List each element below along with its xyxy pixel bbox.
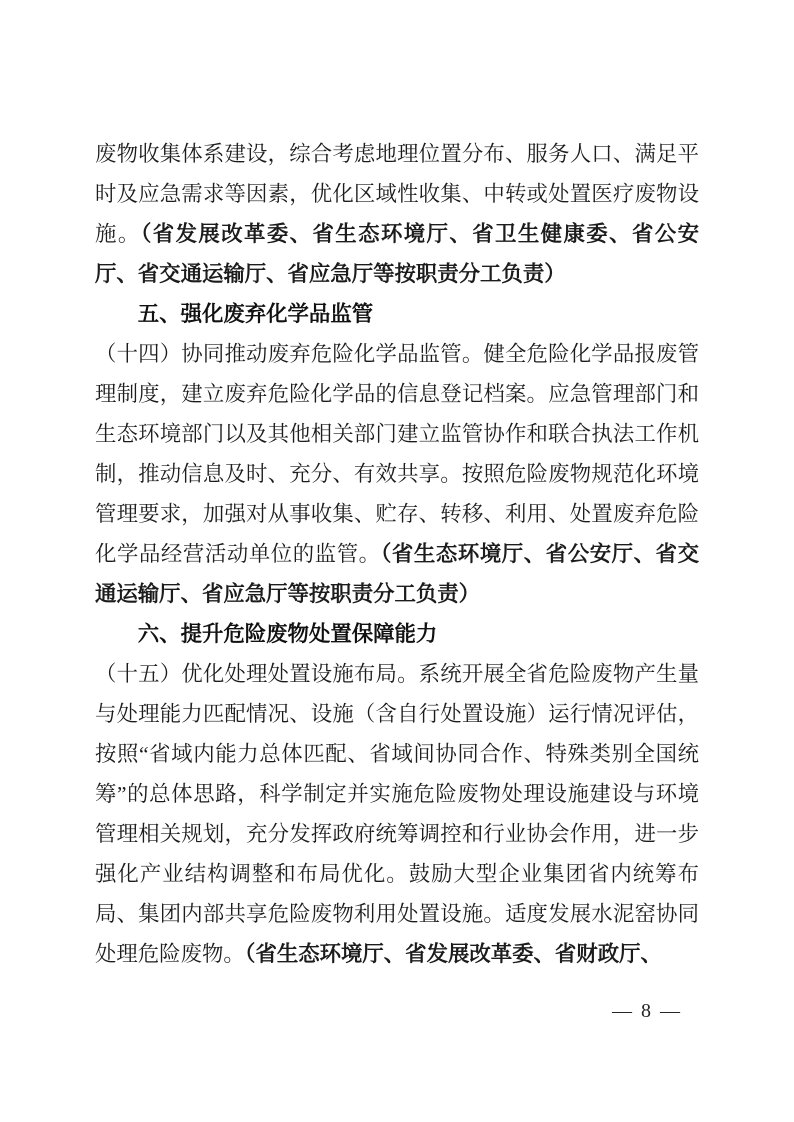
- paragraph-text: （十五）优化处理处置设施布局。系统开展全省危险废物产生量与处理能力匹配情况、设施（含自行处置设施）运行情况评估，按照“省域内能力总体匹配、省域间协同合作、特殊类别全国统筹”的总体思路，科学制定并实施危险废物处理设施建设与环境管理相关规划，充分发挥政府统筹调控和行业协会作用，进一步强化产业结构调整和布局优化。鼓励大型企业集团省内统筹布局、集团内部共享危险废物利用处置设施。适度发展水泥窑协同处理危险废物。: [95, 662, 699, 966]
- paragraph-text: （十四）协同推动废弃危险化学品监管。健全危险化学品报废管理制度，建立废弃危险化学品的信息登记档案。应急管理部门和生态环境部门以及其他相关部门建立监管协作和联合执法工作机制，推动信息及时、充分、有效共享。按照危险废物规范化环境管理要求，加强对从事收集、贮存、转移、利用、处置废弃危险化学品经营活动单位的监管。: [95, 342, 699, 566]
- document-body: [95, 134, 699, 974]
- responsible-departments-list: （省发展改革委、省生态环境厅、省卫生健康委、省公安厅、省交通运输厅、省应急厅等按职责分工负责）: [95, 222, 699, 286]
- responsible-departments-list: （省生态环境厅、省发展改革委、省财政厅、: [244, 942, 662, 966]
- paragraph-item-15-facility-layout: [95, 654, 699, 974]
- paragraph-item-14-chemical-supervision: [95, 334, 699, 614]
- section-heading-6-disposal-capacity: 六、提升危险废物处置保障能力: [137, 622, 438, 646]
- continued-paragraph-medical-waste: [95, 134, 699, 294]
- page-number: — 8 —: [612, 1000, 682, 1022]
- responsible-departments-list: （省生态环境厅、省公安厅、省交通运输厅、省应急厅等按职责分工负责）: [95, 542, 699, 606]
- section-heading-5-chemical-supervision: 五、强化废弃化学品监管: [137, 302, 374, 326]
- paragraph-text: 废物收集体系建设，综合考虑地理位置分布、服务人口、满足平时及应急需求等因素，优化区域性收集、中转或处置医疗废物设施。: [95, 142, 699, 246]
